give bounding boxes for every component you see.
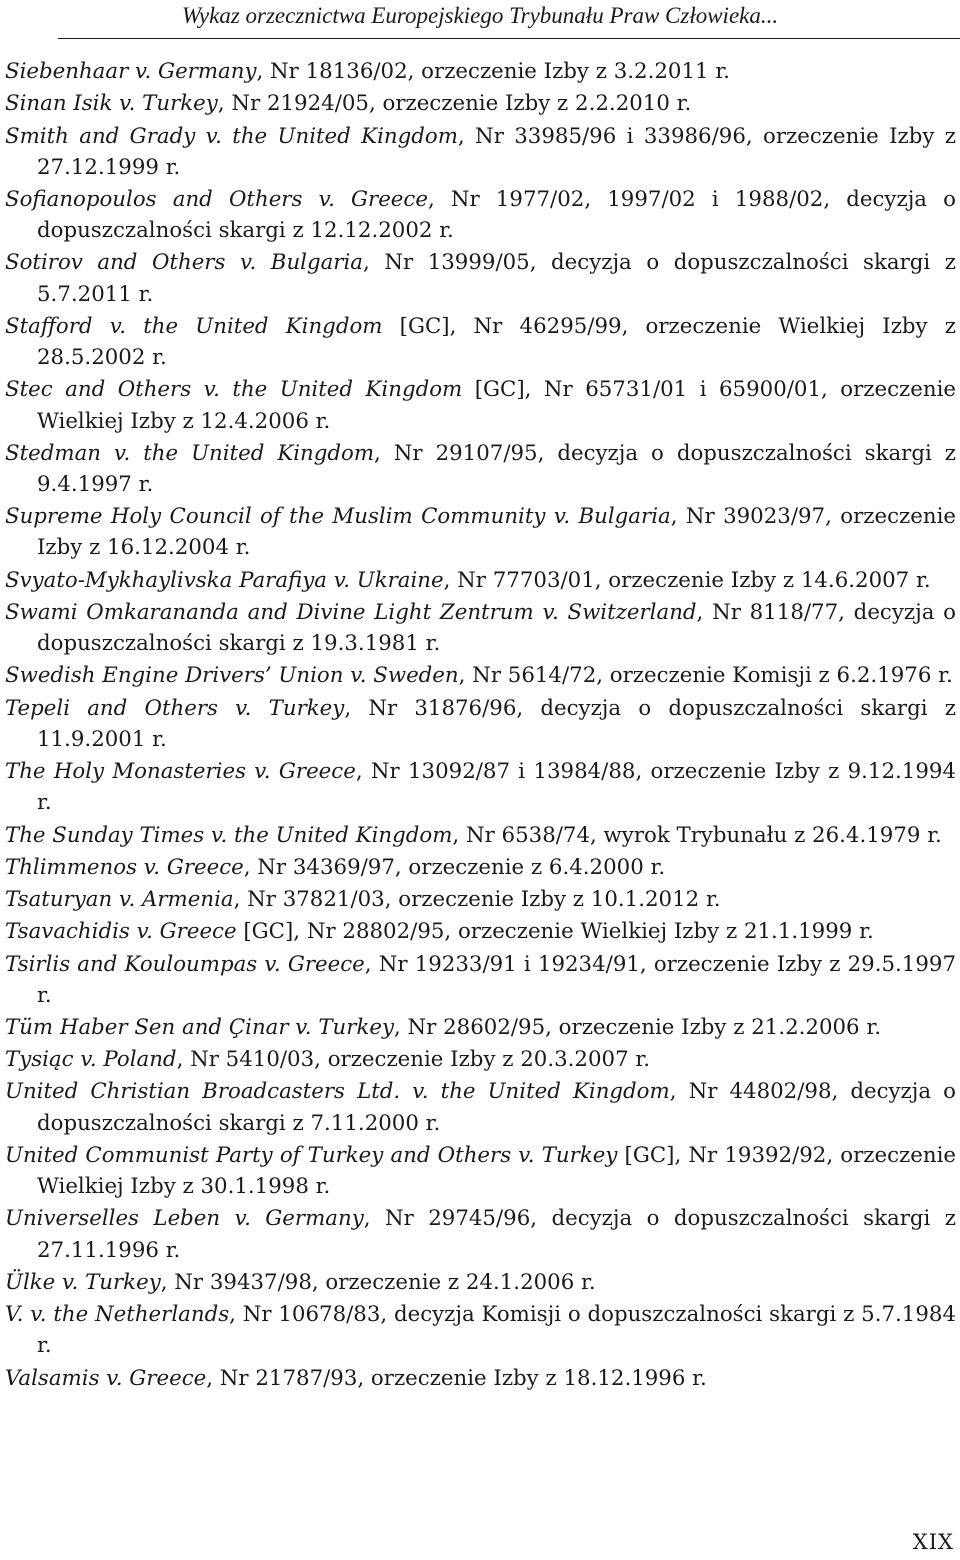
case-details: [GC], Nr 46295/99, orzeczenie Wielkiej Izby z 28.5.2002 r. xyxy=(37,313,956,371)
case-details: , Nr 28602/95, orzeczenie Izby z 21.2.2006 r. xyxy=(394,1014,881,1040)
case-parties: Sotirov and Others v. Bulgaria xyxy=(5,250,363,276)
case-entry xyxy=(5,438,956,500)
case-details: , Nr 18136/02, orzeczenie Izby z 3.2.2011 r. xyxy=(256,59,730,84)
case-details: , Nr 34369/97, orzeczenie z 6.4.2000 r. xyxy=(243,854,666,880)
case-details: [GC], Nr 65731/01 i 65900/01, orzeczenie Wielkiej Izby z 12.4.2006 r. xyxy=(37,377,956,434)
case-entry xyxy=(5,1012,956,1043)
case-details: , Nr 39023/97, orzeczenie Izby z 16.12.2004 r. xyxy=(37,504,956,561)
case-details: , Nr 13999/05, decyzja o dopuszczalności skargi z 5.7.2011 r. xyxy=(37,250,956,307)
case-details: , Nr 77703/01, orzeczenie Izby z 14.6.2007 r. xyxy=(443,567,931,593)
case-details: [GC], Nr 28802/95, orzeczenie Wielkiej Izby z 21.1.1999 r. xyxy=(236,919,874,945)
case-details: , Nr 39437/98, orzeczenie z 24.1.2006 r. xyxy=(160,1269,596,1295)
case-details: , Nr 8118/77, decyzja o dopuszczalności skargi z 19.3.1981 r. xyxy=(37,599,956,657)
case-parties: Valsamis v. Greece xyxy=(5,1365,207,1391)
case-entry xyxy=(5,88,956,119)
case-entry xyxy=(5,56,956,87)
case-details: , Nr 33985/96 i 33986/96, orzeczenie Izby z 27.12.1999 r. xyxy=(37,123,957,180)
case-details: , Nr 1977/02, 1997/02 i 1988/02, decyzja o dopuszczalności skargi z 12.12.2002 r. xyxy=(37,186,956,244)
case-list xyxy=(5,56,956,1395)
case-parties: Stec and Others v. the United Kingdom xyxy=(5,377,463,403)
case-parties: Stedman v. the United Kingdom xyxy=(5,440,375,466)
case-details: , Nr 21787/93, orzeczenie Izby z 18.12.1996 r. xyxy=(206,1365,707,1391)
case-parties: Tsavachidis v. Greece xyxy=(5,919,237,945)
page-number: XIX xyxy=(912,1530,954,1554)
case-entry xyxy=(5,247,956,309)
case-details: , Nr 37821/03, orzeczenie Izby z 10.1.2012 r. xyxy=(233,887,721,913)
case-entry xyxy=(5,121,956,183)
case-details: , Nr 29745/96, decyzja o dopuszczalności skargi z 27.11.1996 r. xyxy=(37,1206,957,1263)
case-entry xyxy=(5,1076,956,1138)
case-parties: Tsirlis and Kouloumpas v. Greece xyxy=(5,951,365,977)
case-parties: The Sunday Times v. the United Kingdom xyxy=(5,822,453,848)
case-entry xyxy=(5,1140,956,1202)
case-parties: United Communist Party of Turkey and Others v. Turkey xyxy=(5,1142,618,1168)
case-details: , Nr 19233/91 i 19234/91, orzeczenie Izby z 29.5.1997 r. xyxy=(37,951,956,1008)
case-parties: Stafford v. the United Kingdom xyxy=(5,313,383,339)
running-head: Wykaz orzecznictwa Europejskiego Trybunału Praw Człowieka... xyxy=(181,3,779,28)
case-details: , Nr 29107/95, decyzja o dopuszczalności skargi z 9.4.1997 r. xyxy=(37,440,956,497)
case-details: , Nr 5410/03, orzeczenie Izby z 20.3.2007 r. xyxy=(176,1047,651,1073)
case-details: , Nr 13092/87 i 13984/88, orzeczenie Izby z 9.12.1994 r. xyxy=(37,759,957,816)
header-rule xyxy=(58,38,960,39)
case-entry xyxy=(5,1044,956,1075)
case-parties: The Holy Monasteries v. Greece xyxy=(5,759,356,785)
case-parties: Thlimmenos v. Greece xyxy=(5,854,244,880)
case-parties: Siebenhaar v. Germany xyxy=(5,59,257,84)
case-parties: Smith and Grady v. the United Kingdom xyxy=(5,123,458,149)
case-entry xyxy=(5,820,956,851)
case-entry xyxy=(5,374,956,436)
case-entry xyxy=(5,1299,956,1361)
case-details: , Nr 5614/72, orzeczenie Komisji z 6.2.1976 r. xyxy=(458,663,953,689)
case-parties: Tsaturyan v. Armenia xyxy=(5,887,234,913)
case-entry xyxy=(5,311,956,373)
case-details: , Nr 10678/83, decyzja Komisji o dopuszczalności skargi z 5.7.1984 r. xyxy=(37,1302,956,1359)
case-entry xyxy=(5,660,956,691)
case-entry xyxy=(5,756,956,818)
case-entry xyxy=(5,884,956,915)
case-parties: Universelles Leben v. Germany xyxy=(5,1206,364,1232)
case-entry xyxy=(5,565,956,596)
case-entry xyxy=(5,597,956,659)
case-parties: Ülke v. Turkey xyxy=(5,1269,161,1295)
case-details: , Nr 6538/74, wyrok Trybunału z 26.4.1979 r. xyxy=(452,822,942,848)
case-parties: Supreme Holy Council of the Muslim Community v. Bulgaria xyxy=(5,504,671,530)
case-parties: Tüm Haber Sen and Çinar v. Turkey xyxy=(5,1014,394,1040)
case-entry xyxy=(5,693,956,755)
case-entry xyxy=(5,184,956,246)
case-details: , Nr 31876/96, decyzja o dopuszczalności skargi z 11.9.2001 r. xyxy=(37,695,956,752)
case-details: , Nr 44802/98, decyzja o dopuszczalności skargi z 7.11.2000 r. xyxy=(37,1079,956,1136)
case-entry xyxy=(5,916,956,947)
case-parties: Sofianopoulos and Others v. Greece xyxy=(5,186,428,212)
case-parties: Tepeli and Others v. Turkey xyxy=(5,695,345,721)
case-entry xyxy=(5,1203,956,1265)
case-entry xyxy=(5,501,956,563)
case-details: [GC], Nr 19392/92, orzeczenie Wielkiej Izby z 30.1.1998 r. xyxy=(37,1142,956,1200)
case-entry xyxy=(5,1267,956,1298)
case-parties: Swami Omkarananda and Divine Light Zentrum v. Switzerland xyxy=(5,599,697,625)
case-parties: United Christian Broadcasters Ltd. v. the United Kingdom xyxy=(5,1079,670,1105)
case-entry xyxy=(5,1363,956,1394)
case-parties: Tysiąc v. Poland xyxy=(5,1047,177,1073)
case-details: , Nr 21924/05, orzeczenie Izby z 2.2.2010 r. xyxy=(217,91,692,117)
case-parties: V. v. the Netherlands xyxy=(5,1302,230,1328)
case-parties: Sinan Isik v. Turkey xyxy=(5,91,218,117)
case-parties: Svyato-Mykhaylivska Parafiya v. Ukraine xyxy=(5,567,444,593)
case-parties: Swedish Engine Drivers’ Union v. Sweden xyxy=(5,663,459,689)
case-entry xyxy=(5,949,956,1011)
case-entry xyxy=(5,852,956,883)
